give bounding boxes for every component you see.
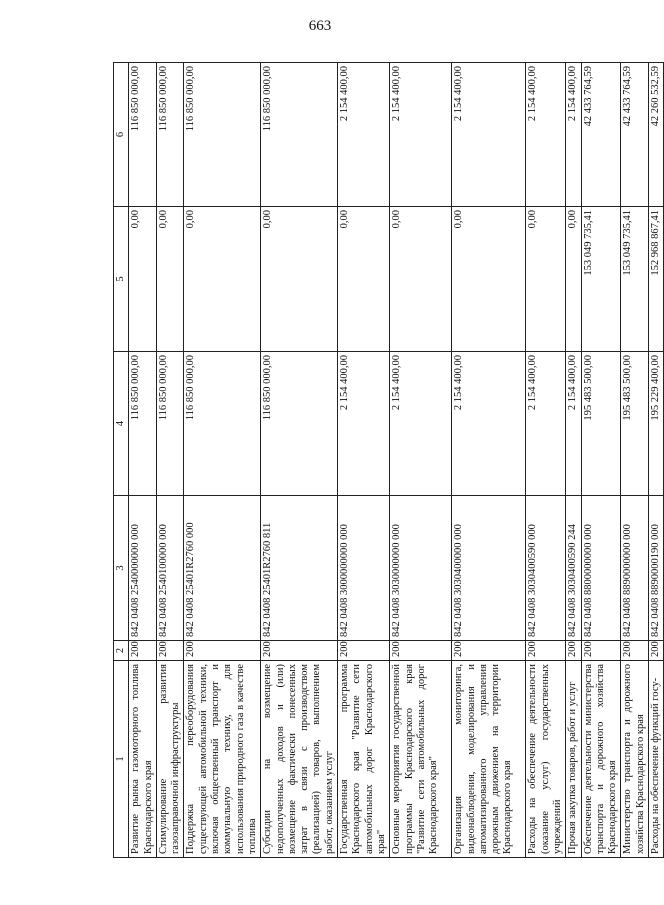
row-code: 200 (526, 641, 566, 661)
table-row (649, 63, 664, 858)
row-col6: 2 154 400,00 (338, 63, 390, 207)
row-col5: 0,00 (261, 207, 338, 352)
header-cell: 2 (114, 641, 129, 661)
table-row (184, 63, 261, 858)
row-col6: 42 433 764,59 (621, 63, 649, 207)
row-col4: 195 483 500,00 (621, 352, 649, 496)
row-col5: 0,00 (526, 207, 566, 352)
row-code: 200 (338, 641, 390, 661)
row-classifier: 842 0408 2540000000 000 (129, 496, 157, 641)
row-col6: 116 850 000,00 (261, 63, 338, 207)
row-classifier: 842 0408 25401R2760 000 (184, 496, 261, 641)
row-classifier: 842 0408 3030400000 000 (452, 496, 526, 641)
row-col4: 2 154 400,00 (566, 352, 581, 496)
row-col4: 116 850 000,00 (184, 352, 261, 496)
row-col4: 195 229 400,00 (649, 352, 664, 496)
budget-table (113, 62, 664, 858)
row-col4: 116 850 000,00 (261, 352, 338, 496)
row-code: 200 (184, 641, 261, 661)
row-col5: 153 049 735,41 (621, 207, 649, 352)
page-number: 663 (308, 18, 332, 34)
row-col6: 2 154 400,00 (566, 63, 581, 207)
row-classifier: 842 0408 8800000000 000 (581, 496, 621, 641)
table-row (452, 63, 526, 858)
row-name: Основные мероприятия государственной программы Краснодарского края "Развитие сети автомобильных дорог Краснодарского края" (390, 661, 452, 858)
table-row (156, 63, 184, 858)
row-col6: 2 154 400,00 (390, 63, 452, 207)
row-code: 200 (452, 641, 526, 661)
table-row (566, 63, 581, 858)
row-name: Развитие рынка газомоторного топлива Краснодарского края (129, 661, 157, 858)
row-name: Прочая закупка товаров, работ и услуг (566, 661, 581, 858)
row-col4: 116 850 000,00 (129, 352, 157, 496)
row-name: Обеспечение деятельности министерства транспорта и дорожного хозяйства Краснодарского края (581, 661, 621, 858)
row-col6: 2 154 400,00 (526, 63, 566, 207)
header-cell: 6 (114, 63, 129, 207)
row-col5: 0,00 (566, 207, 581, 352)
row-col5: 0,00 (129, 207, 157, 352)
row-col6: 2 154 400,00 (452, 63, 526, 207)
row-col6: 116 850 000,00 (184, 63, 261, 207)
row-col5: 0,00 (338, 207, 390, 352)
row-code: 200 (621, 641, 649, 661)
row-col5: 153 049 735,41 (581, 207, 621, 352)
row-name: Расходы на обеспечение деятельности (оказание услуг) государственных учреждений (526, 661, 566, 858)
row-col4: 2 154 400,00 (526, 352, 566, 496)
row-name: Субсидии на возмещение недополученных доходов и (или) возмещение фактически понесенных затрат в связи с производством (реализацией) товаров, выполнением работ, оказанием услуг (261, 661, 338, 858)
row-col4: 2 154 400,00 (390, 352, 452, 496)
table-row (621, 63, 649, 858)
row-col6: 42 260 532,59 (649, 63, 664, 207)
row-classifier: 842 0408 8890000000 000 (621, 496, 649, 641)
table-header-row (114, 63, 129, 858)
row-col4: 2 154 400,00 (338, 352, 390, 496)
row-col5: 0,00 (390, 207, 452, 352)
row-name: Организация мониторинга, видеонаблюдения, моделирования и автоматизированного управления дорожным движением на территории Краснодарского края (452, 661, 526, 858)
row-col4: 2 154 400,00 (452, 352, 526, 496)
row-code: 200 (129, 641, 157, 661)
row-col4: 116 850 000,00 (156, 352, 184, 496)
row-name: Расходы на обеспечение функций госу- (649, 661, 664, 858)
row-name: Государственная программа Краснодарского края "Развитие сети автомобильных дорог Краснодарского края" (338, 661, 390, 858)
row-col6: 42 433 764,59 (581, 63, 621, 207)
row-classifier: 842 0408 3000000000 000 (338, 496, 390, 641)
row-col5: 152 968 867,41 (649, 207, 664, 352)
rotated-table-container (113, 63, 662, 858)
row-name: Министерство транспорта и дорожного хозяйства Краснодарского края (621, 661, 649, 858)
table-row (390, 63, 452, 858)
header-cell: 3 (114, 496, 129, 641)
row-col5: 0,00 (184, 207, 261, 352)
row-col6: 116 850 000,00 (156, 63, 184, 207)
row-code: 200 (390, 641, 452, 661)
row-classifier: 842 0408 3030400590 244 (566, 496, 581, 641)
row-code: 200 (261, 641, 338, 661)
header-cell: 1 (114, 661, 129, 858)
row-col5: 0,00 (452, 207, 526, 352)
header-cell: 5 (114, 207, 129, 352)
row-classifier: 842 0408 25401R2760 811 (261, 496, 338, 641)
row-code: 200 (156, 641, 184, 661)
table-row (526, 63, 566, 858)
row-code: 200 (649, 641, 664, 661)
row-classifier: 842 0408 3030400590 000 (526, 496, 566, 641)
row-classifier: 842 0408 8890000190 000 (649, 496, 664, 641)
row-col6: 116 850 000,00 (129, 63, 157, 207)
table-row (581, 63, 621, 858)
table-row (261, 63, 338, 858)
row-classifier: 842 0408 3030000000 000 (390, 496, 452, 641)
row-code: 200 (566, 641, 581, 661)
row-col5: 0,00 (156, 207, 184, 352)
row-classifier: 842 0408 2540100000 000 (156, 496, 184, 641)
row-col4: 195 483 500,00 (581, 352, 621, 496)
table-row (338, 63, 390, 858)
header-cell: 4 (114, 352, 129, 496)
row-code: 200 (581, 641, 621, 661)
table-row (129, 63, 157, 858)
row-name: Стимулирование развития газозаправочной инфраструктуры (156, 661, 184, 858)
row-name: Поддержка переоборудования существующей автомобильной техники, включая общественный транспорт и коммунальную технику, для использования природного газа в качестве топлива (184, 661, 261, 858)
